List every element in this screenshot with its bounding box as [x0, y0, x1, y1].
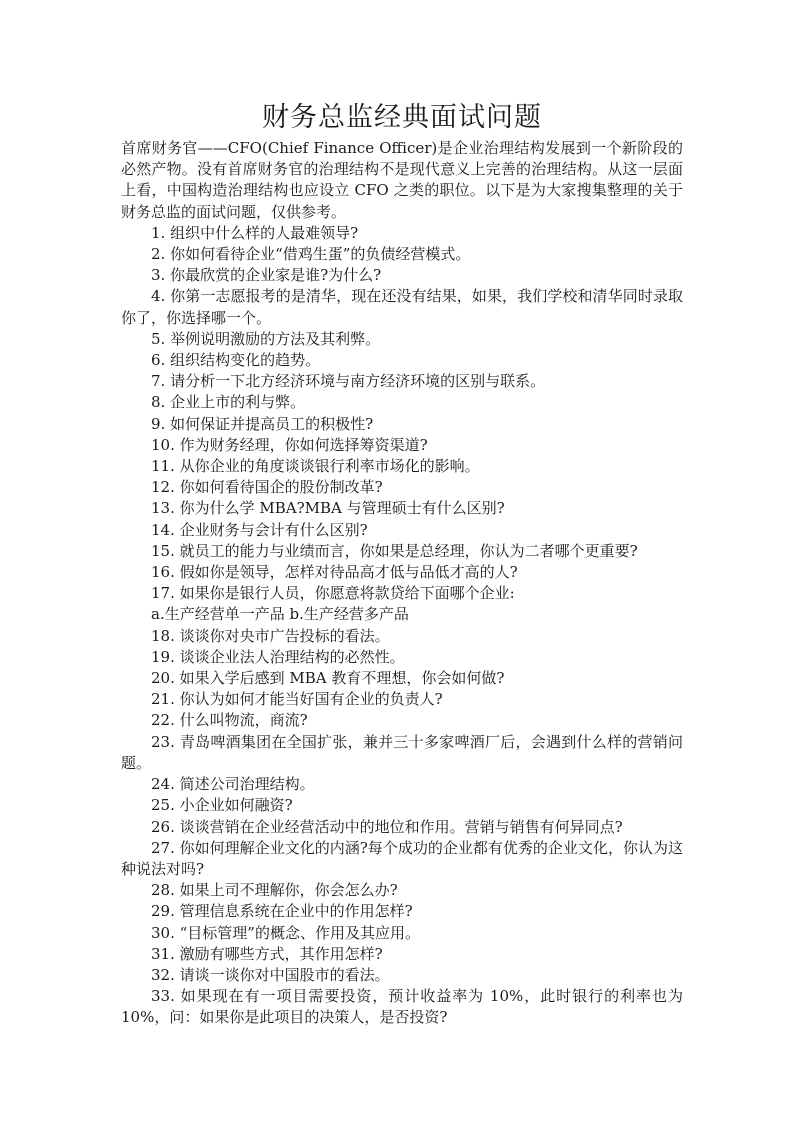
question-item: 26. 谈谈营销在企业经营活动中的地位和作用。营销与销售有何异同点?	[151, 817, 623, 836]
question-item: 14. 企业财务与会计有什么区别?	[151, 520, 368, 539]
intro-paragraph: 首席财务官——CFO(Chief Finance Officer)是企业治理结构发展到一个新阶段的必然产物。没有首席财务官的治理结构不是现代意义上完善的治理结构。从这一层面上看，中国构造治理结构也应设立 CFO 之类的职位。以下是为大家搜集整理的关于财务总监的面试问题，仅供参考。	[121, 139, 683, 221]
question-item: 3. 你最欣赏的企业家是谁?为什么?	[151, 266, 382, 285]
question-item: 18. 谈谈你对央市广告投标的看法。	[151, 626, 390, 645]
question-item: 2. 你如何看待企业“借鸡生蛋”的负债经营模式。	[151, 245, 471, 264]
question-item: 33. 如果现在有一项目需要投资，预计收益率为 10%，此时银行的利率也为 10%，问：如果你是此项目的决策人，是否投资?	[121, 987, 683, 1027]
question-item: 8. 企业上市的利与弊。	[151, 393, 306, 412]
question-item: 29. 管理信息系统在企业中的作用怎样?	[151, 902, 413, 921]
question-item: 6. 组织结构变化的趋势。	[151, 351, 321, 370]
question-item: 25. 小企业如何融资?	[151, 796, 293, 815]
question-item: 9. 如何保证并提高员工的积极性?	[151, 414, 374, 433]
question-item: 15. 就员工的能力与业绩而言，你如果是总经理，你认为二者哪个更重要?	[151, 541, 638, 560]
question-item: 27. 你如何理解企业文化的内涵?每个成功的企业都有优秀的企业文化，你认为这种说法对吗?	[121, 838, 683, 878]
question-item: 7. 请分析一下北方经济环境与南方经济环境的区别与联系。	[151, 372, 546, 391]
question-item: 16. 假如你是领导，怎样对待品高才低与品低才高的人?	[151, 563, 518, 582]
question-item: 13. 你为什么学 MBA?MBA 与管理硕士有什么区别?	[151, 499, 505, 518]
question-item: 30. “目标管理”的概念、作用及其应用。	[151, 923, 420, 942]
question-item: 11. 从你企业的角度谈谈银行利率市场化的影响。	[151, 457, 480, 476]
question-item: 23. 青岛啤酒集团在全国扩张，兼并三十多家啤酒厂后，会遇到什么样的营销问题。	[121, 732, 683, 772]
question-item: 4. 你第一志愿报考的是清华，现在还没有结果，如果，我们学校和清华同时录取你了，你选择哪一个。	[121, 287, 683, 327]
question-item: 1. 组织中什么样的人最难领导?	[151, 223, 359, 242]
question-item: 22. 什么叫物流，商流?	[151, 711, 308, 730]
document-title: 财务总监经典面试问题	[262, 102, 542, 133]
question-item: 28. 如果上司不理解你，你会怎么办?	[151, 881, 398, 900]
question-item: 21. 你认为如何才能当好国有企业的负责人?	[151, 690, 443, 709]
question-item: 17. 如果你是银行人员，你愿意将款贷给下面哪个企业:	[151, 584, 515, 603]
question-item: 10. 作为财务经理，你如何选择筹资渠道?	[151, 435, 428, 454]
question-item: 19. 谈谈企业法人治理结构的必然性。	[151, 647, 405, 666]
document-page	[121, 98, 683, 1029]
question-item: 31. 激励有哪些方式，其作用怎样?	[151, 944, 383, 963]
question-list	[121, 223, 683, 1029]
question-item: 32. 请谈一谈你对中国股市的看法。	[151, 965, 390, 984]
question-option: a.生产经营单一产品 b.生产经营多产品	[151, 605, 409, 624]
question-item: 5. 举例说明激励的方法及其利弊。	[151, 329, 381, 348]
question-item: 24. 简述公司治理结构。	[151, 775, 315, 794]
question-item: 20. 如果入学后感到 MBA 教育不理想，你会如何做?	[151, 669, 505, 688]
question-item: 12. 你如何看待国企的股份制改革?	[151, 478, 383, 497]
